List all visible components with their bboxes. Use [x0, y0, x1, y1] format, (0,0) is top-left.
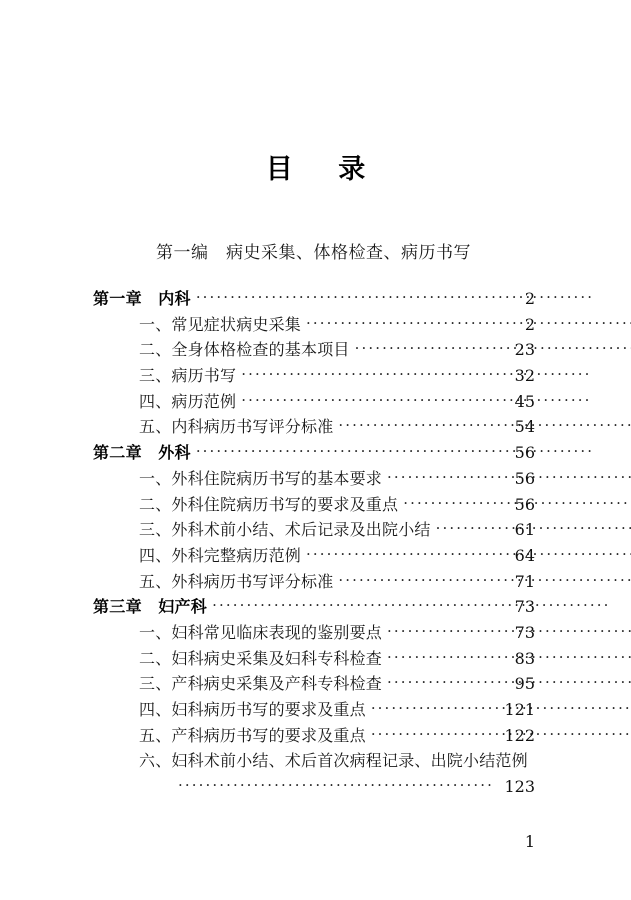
toc-item-row[interactable] [0, 466, 631, 492]
toc-item-row[interactable] [0, 492, 631, 518]
toc-entry-page-number: 45 [514, 391, 535, 411]
leader-dots [306, 542, 631, 568]
toc-entry-page-number: 54 [514, 417, 535, 437]
toc-entry-label: 四、外科完整病历范例 [139, 545, 302, 565]
toc-entry-page-number: 32 [514, 366, 535, 386]
leader-dots [355, 336, 631, 362]
toc-entry-page-number: 56 [514, 443, 535, 463]
toc-entry-label: 一、妇科常见临床表现的鉴别要点 [139, 622, 383, 642]
toc-entry-label: 第一章 内科 [93, 289, 191, 308]
leader-dots [338, 568, 631, 594]
toc-entry-label: 五、外科病历书写评分标准 [139, 571, 334, 591]
toc-item-row[interactable] [0, 723, 631, 749]
toc-item-row[interactable] [0, 646, 631, 672]
toc-entry-label: 第三章 妇产科 [93, 597, 208, 617]
toc-entry-label: 五、产科病历书写的要求及重点 [139, 725, 366, 745]
leader-dots [178, 773, 495, 799]
toc-entry-page-number: 122 [504, 725, 535, 745]
toc-entry-label: 一、常见症状病史采集 [139, 314, 302, 334]
toc-entry-label: 二、外科住院病历书写的要求及重点 [139, 494, 399, 514]
toc-item-row[interactable] [0, 671, 631, 697]
toc-entry-page-number: 73 [514, 597, 535, 617]
toc-item-row[interactable] [0, 363, 631, 389]
toc-entry-label: 二、妇科病史采集及妇科专科检查 [139, 648, 383, 668]
toc-entry-page-number: 2 [524, 289, 535, 308]
page-number-folio: 1 [524, 832, 535, 851]
toc-entry-label: 三、外科术前小结、术后记录及出院小结 [139, 520, 431, 540]
toc-entry-page-number: 23 [514, 340, 535, 360]
toc-entry-page-number: 73 [514, 622, 535, 642]
toc-entry-page-number: 123 [504, 777, 535, 797]
toc-item-row[interactable] [0, 569, 631, 595]
toc-item-row[interactable] [0, 414, 631, 440]
toc-entry-label: 一、外科住院病历书写的基本要求 [139, 468, 383, 488]
toc-entry-page-number: 95 [514, 674, 535, 694]
toc-entry-page-number: 83 [514, 648, 535, 668]
toc-entry-label: 四、病历范例 [139, 391, 237, 411]
toc-entry-page-number: 56 [514, 468, 535, 488]
part-header: 第一编 病史采集、体格检查、病历书写 [156, 243, 471, 263]
toc-item-row[interactable] [0, 337, 631, 363]
toc-chapter-row[interactable] [0, 594, 631, 620]
leader-dots [306, 311, 631, 337]
toc-continuation-row[interactable] [0, 774, 631, 800]
toc-entry-page-number: 64 [514, 545, 535, 565]
toc-entry-label: 三、病历书写 [139, 366, 237, 386]
toc-entry-label: 六、妇科术前小结、术后首次病程记录、出院小结范例 [139, 751, 528, 771]
toc-item-row[interactable] [0, 697, 631, 723]
toc-entry-label: 四、妇科病历书写的要求及重点 [139, 700, 366, 719]
toc-entry-page-number: 56 [514, 494, 535, 514]
toc-item-row[interactable] [0, 517, 631, 543]
toc-entry-page-number: 61 [514, 520, 535, 540]
toc-entry-page-number: 2 [524, 314, 535, 334]
leader-dots [241, 362, 592, 388]
toc-item-row[interactable] [0, 389, 631, 415]
toc-entry-label: 五、内科病历书写评分标准 [139, 417, 334, 437]
toc-item-row[interactable] [0, 312, 631, 338]
toc-item-row[interactable] [0, 748, 631, 774]
toc-item-row[interactable] [0, 620, 631, 646]
toc-chapter-row[interactable] [0, 286, 631, 312]
toc-chapter-row[interactable] [0, 440, 631, 466]
toc-entry-label: 三、产科病史采集及产科专科检查 [139, 674, 383, 694]
toc-entry-page-number: 71 [514, 571, 535, 591]
page-title: 目 录 [265, 154, 384, 185]
leader-dots [241, 388, 592, 414]
leader-dots [338, 413, 631, 439]
toc-entry-label: 二、全身体格检查的基本项目 [139, 340, 350, 360]
leader-dots [212, 593, 609, 619]
toc-list [0, 286, 631, 800]
toc-item-row[interactable] [0, 543, 631, 569]
toc-entry-label: 第二章 外科 [93, 443, 191, 463]
toc-entry-page-number: 121 [504, 700, 535, 719]
